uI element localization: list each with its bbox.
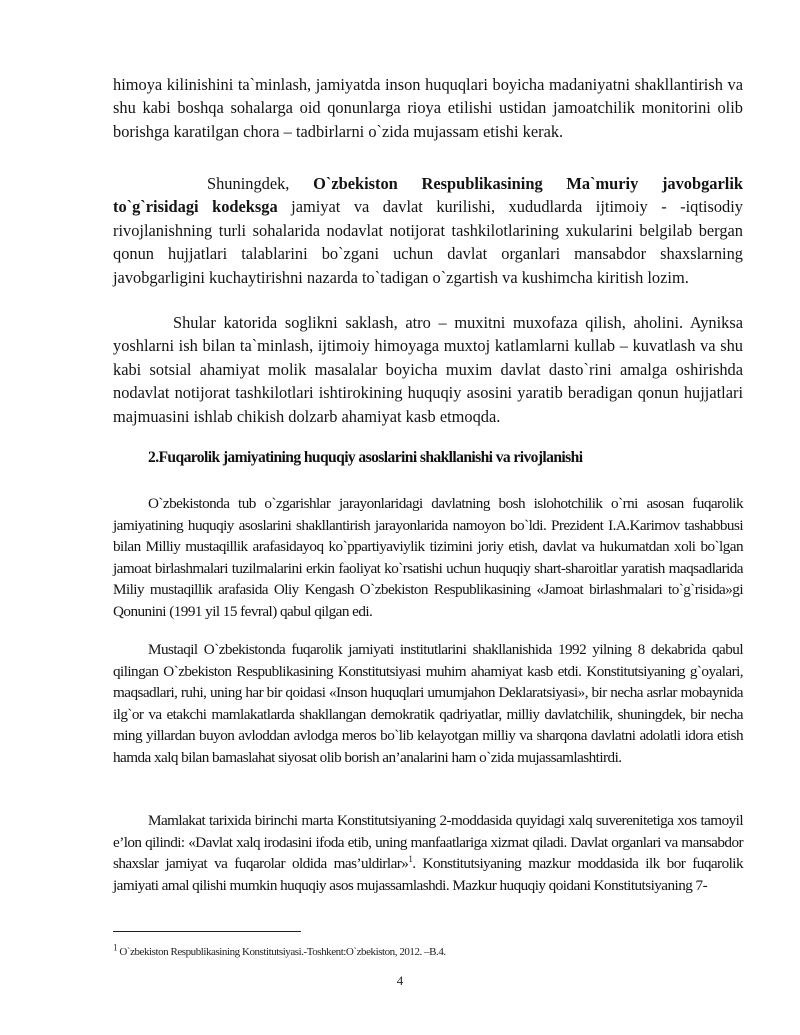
body-paragraph xyxy=(113,172,743,289)
body-paragraph: himoya kilinishini ta`minlash, jamiyatda inson huquqlari boyicha madaniyatni shakllantirish va shu kabi boshqa sohalarga oid qonunlarga rioya etilishi ustidan jamoatchilik monitorini olib borishga karatilgan chora – tadbirlarni o`zida mujassam etishi kerak. xyxy=(113,75,743,141)
body-paragraph: Shular katorida soglikni saklash, atro – muxitni muxofaza qilish, aholini. Ayniksa yoshlarni ish bilan ta`minlash, ijtimoiy himoyaga muxtoj katlamlarni kullab – kuvatlash va shu kabi sotsial ahamiyat molik masalalar boyicha muxim davlat dasto`rini amalga oshirishda nodavlat notijorat tashkilotlari ishtirokining huquqiy asosini yaratib beradigan qonun hujjatlari majmuasini ishlab chikish dolzarb ahamiyat kasb etmoqda. xyxy=(113,313,743,426)
section-heading: 2.Fuqarolik jamiyatining huquqiy asoslarini shakllanishi va rivojlanishi xyxy=(148,449,583,466)
body-paragraph: O`zbekistonda tub o`zgarishlar jarayonlaridagi davlatning bosh islohotchilik o`rni asosan fuqarolik jamiyatining huquqiy asoslarini shakllantirish jarayonlarida namoyon bo`ldi. Prezident I.A.Karimov tashabbusi bilan Milliy mustaqillik arafasidayoq ko`ppartiyaviylik tizimini joriy etish, davlat va hukumatdan xoli bo`lgan jamoat birlashmalari tuzilmalarini erkin faoliyat ko`rsatishi uchun huquqiy shart-sharoitlar yaratish maqsadlarida Miliy mustaqillik arafasida Oliy Kengash O`zbekiston Respublikasining «Jamoat birlashmalari to`g`risida»gi Qonunini (1991 yil 15 fevral) qabul qilgan edi. xyxy=(113,495,743,620)
paragraph-text: Shuningdek, xyxy=(207,174,314,193)
body-paragraph xyxy=(113,810,743,896)
body-paragraph: Mustaqil O`zbekistonda fuqarolik jamiyati institutlarini shakllanishida 1992 yilning 8 dekabrida qabul qilingan O`zbekiston Respublikasining Konstitutsiyasi muhim ahamiyat kasb etdi. Konstitutsiyaning g`oyalari, maqsadlari, ruhi, uning har bir qoidasi «Inson huquqlari umumjahon Deklaratsiyasi», bir necha asrlar mobaynida ilg`or va etakchi mamlakatlarda shakllangan demokratik qadriyatlar, milliy davlatchilik, shuningdek, bir necha ming yillardan buyon avloddan avlodga meros bo`lib kelayotgan milliy va sharqona davlatni adolatli idora etish hamda xalq bilan bamaslahat siyosat olib borish an’analarini ham o`zida mujassamlashtirdi. xyxy=(113,641,743,766)
paragraph-text: Mamlakat tarixida birinchi marta Konstitutsiyaning 2-moddasida quyidagi xalq suverenitetiga xos tamoyil e’lon qilindi: «Davlat xalq irodasini ifoda etib, uning manfaatlariga xizmat qiladi. Davlat organlari va mansabdor shaxslar jamiyat va fuqarolar oldida mas’uldirlar» xyxy=(113,812,743,873)
paragraph-text: jamiyat va davlat kurilishi, xududlarda ijtimoiy - -iqtisodiy rivojlanishning turli sohalarida nodavlat notijorat tashkilotlarining xukularini belgilab bergan qonun hujjatlari talablarini bo`zgani uchun davlat organlari mansabdor shaxslarning javobgarligini kuchaytirishni nazarda to`tadigan o`zgartish va kushimcha kiritish lozim. xyxy=(113,197,743,287)
footnote-text: O`zbekiston Respublikasining Konstitutsiyasi.-Toshkent:O`zbekiston, 2012. –B.4. xyxy=(117,946,446,958)
footnote-reference[interactable]: 1 xyxy=(408,854,413,865)
paragraph-text: . Konstitutsiyaning mazkur moddasida ilk bor fuqarolik jamiyati amal qilishi mumkin huquqiy asos mujassamlashdi. Mazkur huquqiy qoidani Konstitutsiyaning 7- xyxy=(113,855,743,894)
footnote xyxy=(113,942,446,958)
page-number: 4 xyxy=(396,973,404,988)
footnote-separator xyxy=(113,931,301,932)
code-title-bold: O`zbekiston Respublikasining Ma`muriy javobgarlik to`g`risidagi kodeksga xyxy=(113,174,743,217)
footnote-marker: 1 xyxy=(113,942,118,953)
